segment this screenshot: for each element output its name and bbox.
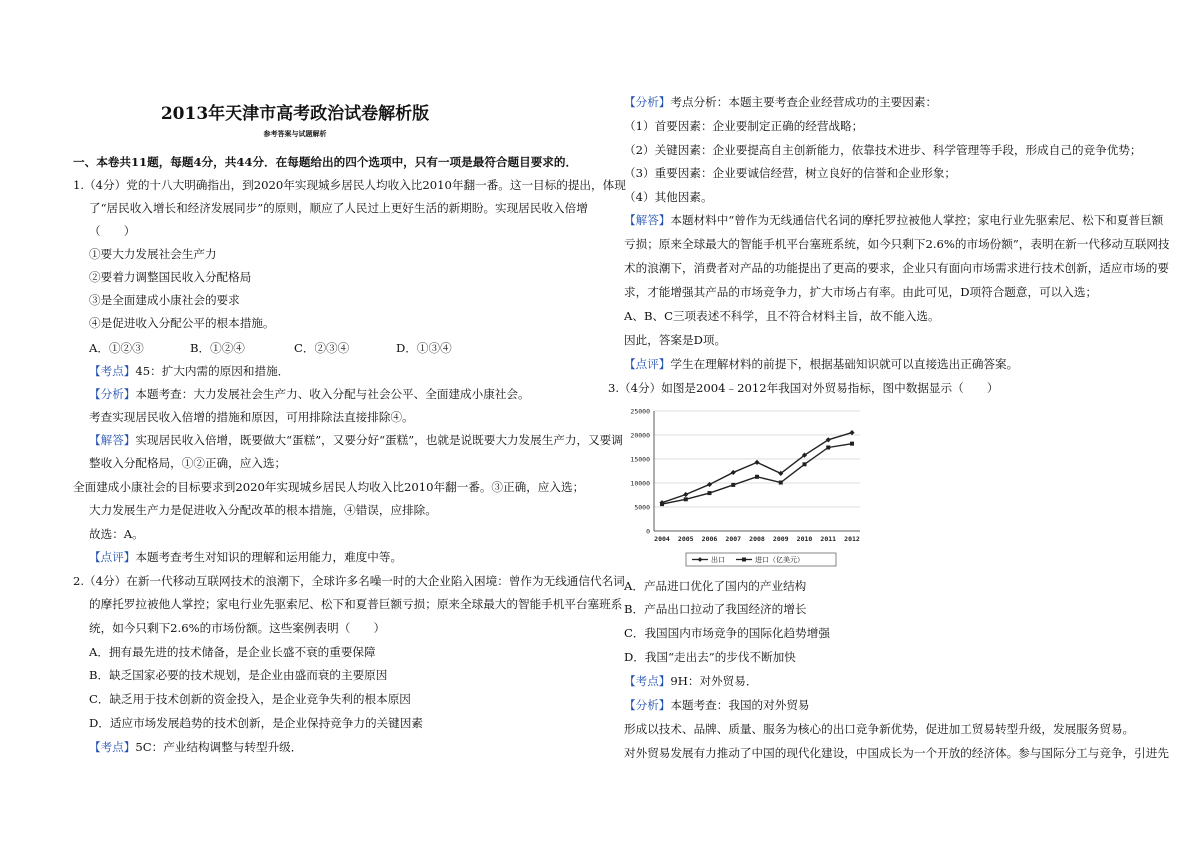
q3-stem: 3.（4分）如图是2004﹣2012年我国对外贸易指标，图中数据显示（ ） [608, 381, 999, 395]
q1-option-d[interactable]: D．①③④ [396, 341, 452, 355]
series-line-1 [662, 444, 852, 504]
q3-line: 形成以技术、品牌、质量、服务为核心的出口竞争新优势，促进加工贸易转型升级，发展服务贸易。 [624, 722, 1135, 736]
q2-line: 的摩托罗拉被他人掌控；家电行业先驱索尼、松下和夏普巨额亏损；原来全球最大的智能手机平台塞班系 [89, 597, 623, 611]
data-point [684, 497, 688, 501]
q1-jieda-line: 整收入分配格局，①②正确，应入选； [89, 456, 287, 470]
chart-grid [654, 411, 860, 531]
chart-x-ticks [654, 535, 860, 543]
q2-fenxi-item: （3）重要因素：企业要诚信经营，树立良好的信誉和企业形象； [624, 166, 957, 180]
q2-option-c[interactable]: C．缺乏用于技术创新的资金投入，是企业竞争失利的根本原因 [89, 692, 411, 706]
q1-line: （ ） [89, 224, 136, 238]
y-tick-label: 10000 [630, 479, 650, 488]
chart-series [659, 430, 854, 506]
jieda-tag: 【解答】 [89, 433, 136, 447]
data-point [731, 483, 735, 487]
q2-fenxi: 【分析】考点分析：本题主要考查企业经营成功的主要因素： [624, 95, 938, 109]
q1-line: 1.（4分）党的十八大明确指出，到2020年实现城乡居民人均收入比2010年翻一番。这一目标的提出，体现 [73, 178, 626, 192]
dianping-tag: 【点评】 [89, 550, 136, 564]
data-point [707, 482, 712, 487]
q3-fenxi: 【分析】本题考查：我国的对外贸易 [624, 698, 810, 712]
data-point [803, 462, 807, 466]
data-point [850, 442, 854, 446]
q2-option-b[interactable]: B．缺乏国家必要的技术规划，是企业由盛而衰的主要原因 [89, 668, 388, 682]
trade-chart [620, 403, 870, 571]
data-point [826, 445, 830, 449]
q2-fenxi-item: （1）首要因素：企业要制定正确的经营战略； [624, 119, 864, 133]
x-tick-label: 2006 [701, 535, 718, 543]
legend-marker [742, 558, 746, 562]
q2-jieda-line: 亏损；原来全球最大的智能手机平台塞班系统，如今只剩下2.6%的市场份额”，表明在新一代移动互联网技 [624, 237, 1170, 251]
q2-option-a[interactable]: A．拥有最先进的技术储备，是企业长盛不衰的重要保障 [89, 645, 376, 659]
q3-option-c[interactable]: C．我国国内市场竞争的国际化趋势增强 [624, 626, 830, 640]
chart-y-ticks [630, 408, 650, 536]
q2-jieda-line: 术的浪潮下，消费者对产品的功能提出了更高的要求，企业只有面向市场需求进行技术创新，适应市场的要 [624, 261, 1169, 275]
data-point [755, 475, 759, 479]
fenxi-tag: 【分析】 [624, 698, 671, 712]
kaodian-tag: 【考点】 [624, 674, 671, 688]
page-subtitle: 参考答案与试题解析 [263, 129, 327, 138]
x-tick-label: 2004 [654, 535, 670, 543]
series-line-0 [662, 433, 852, 503]
q1-kaodian: 【考点】45：扩大内需的原因和措施． [89, 364, 290, 378]
q2-jieda-line: 因此，答案是D项。 [624, 333, 727, 347]
x-tick-label: 2011 [820, 535, 837, 543]
q1-jieda-line: 全面建成小康社会的目标要求到2020年实现城乡居民人均收入比2010年翻一番。③正确，应入选； [73, 480, 585, 494]
legend-label: 出口 [711, 556, 725, 564]
y-tick-label: 20000 [630, 431, 650, 440]
kaodian-tag: 【考点】 [89, 740, 136, 754]
x-tick-label: 2007 [725, 535, 742, 543]
y-tick-label: 15000 [630, 455, 650, 464]
q2-dianping: 【点评】学生在理解材料的前提下，根据基础知识就可以直接选出正确答案。 [624, 357, 1019, 371]
jieda-tag: 【解答】 [624, 213, 671, 227]
q3-kaodian: 【考点】9H：对外贸易． [624, 674, 758, 688]
section-header: 一、本卷共11题，每题4分，共44分．在每题给出的四个选项中，只有一项是最符合题目要求的． [73, 155, 578, 169]
q2-jieda: 【解答】本题材料中“曾作为无线通信代名词的摩托罗拉被他人掌控；家电行业先驱索尼、松下和夏普巨额 [624, 213, 1164, 227]
q2-kaodian: 【考点】5C：产业结构调整与转型升级． [89, 740, 303, 754]
q1-statement: ③是全面建成小康社会的要求 [89, 293, 240, 307]
dianping-tag: 【点评】 [624, 357, 671, 371]
q1-jieda: 【解答】实现居民收入倍增，既要做大“蛋糕”，又要分好“蛋糕”，也就是说既要大力发展生产力，又要调 [89, 433, 623, 447]
y-tick-label: 0 [646, 527, 650, 536]
x-tick-label: 2008 [749, 535, 765, 543]
y-tick-label: 5000 [634, 503, 650, 512]
kaodian-tag: 【考点】 [89, 364, 136, 378]
data-point [849, 430, 854, 435]
fenxi-tag: 【分析】 [89, 387, 136, 401]
q1-jieda-line: 故选：A。 [89, 527, 144, 541]
page-title: 2013年天津市高考政治试卷解析版 [160, 104, 430, 124]
x-tick-label: 2010 [796, 535, 813, 543]
q2-fenxi-item: （4）其他因素。 [624, 190, 713, 204]
q1-fenxi-line: 考查实现居民收入倍增的措施和原因，可用排除法直接排除④。 [89, 410, 414, 424]
q2-line: 统，如今只剩下2.6%的市场份额。这些案例表明（ ） [89, 621, 386, 635]
q1-jieda-line: 大力发展生产力是促进收入分配改革的根本措施，④错误，应排除。 [89, 503, 437, 517]
q1-statement: ②要着力调整国民收入分配格局 [89, 270, 252, 284]
data-point [683, 492, 688, 497]
x-tick-label: 2012 [844, 535, 860, 543]
data-point [660, 502, 664, 506]
q2-jieda-line: A、B、C三项表述不科学，且不符合材料主旨，故不能入选。 [624, 309, 940, 323]
q1-line: 了“居民收入增长和经济发展同步”的原则，顺应了人民过上更好生活的新期盼。实现居民收入倍增 [89, 201, 588, 215]
q1-option-b[interactable]: B．①②④ [190, 341, 245, 355]
q3-option-d[interactable]: D．我国“走出去”的步伐不断加快 [624, 650, 796, 664]
x-tick-label: 2009 [772, 535, 789, 543]
fenxi-tag: 【分析】 [624, 95, 671, 109]
q3-option-a[interactable]: A．产品进口优化了国内的产业结构 [624, 579, 807, 593]
data-point [731, 470, 736, 475]
q2-jieda-line: 求，才能增强其产品的市场竞争力，扩大市场占有率。由此可见，D项符合题意，可以入选； [624, 285, 1098, 299]
q2-line: 2.（4分）在新一代移动互联网技术的浪潮下，全球许多名噪一时的大企业陷入困境：曾作为无线通信代名词 [73, 574, 625, 588]
legend-label: 进口（亿美元） [755, 556, 804, 564]
q1-fenxi: 【分析】本题考查：大力发展社会生产力、收入分配与社会公平、全面建成小康社会。 [89, 387, 530, 401]
y-tick-label: 25000 [630, 407, 650, 416]
data-point [754, 460, 759, 465]
data-point [779, 481, 783, 485]
chart-legend [686, 553, 836, 566]
q1-statement: ④是促进收入分配公平的根本措施。 [89, 316, 275, 330]
q3-option-b[interactable]: B．产品出口拉动了我国经济的增长 [624, 602, 807, 616]
q1-option-c[interactable]: C．②③④ [294, 341, 350, 355]
x-tick-label: 2005 [677, 535, 694, 543]
q1-statement: ①要大力发展社会生产力 [89, 247, 217, 261]
q2-option-d[interactable]: D．适应市场发展趋势的技术创新，是企业保持竞争力的关键因素 [89, 716, 423, 730]
data-point [708, 491, 712, 495]
q1-dianping: 【点评】本题考查考生对知识的理解和运用能力，难度中等。 [89, 550, 403, 564]
q3-line: 对外贸易发展有力推动了中国的现代化建设，中国成长为一个开放的经济体。参与国际分工与竞争，引进先 [624, 746, 1169, 760]
q1-option-a[interactable]: A．①②③ [89, 341, 144, 355]
q2-fenxi-item: （2）关键因素：企业要提高自主创新能力，依靠技术进步、科学管理等手段，形成自己的竞争优势； [624, 143, 1142, 157]
